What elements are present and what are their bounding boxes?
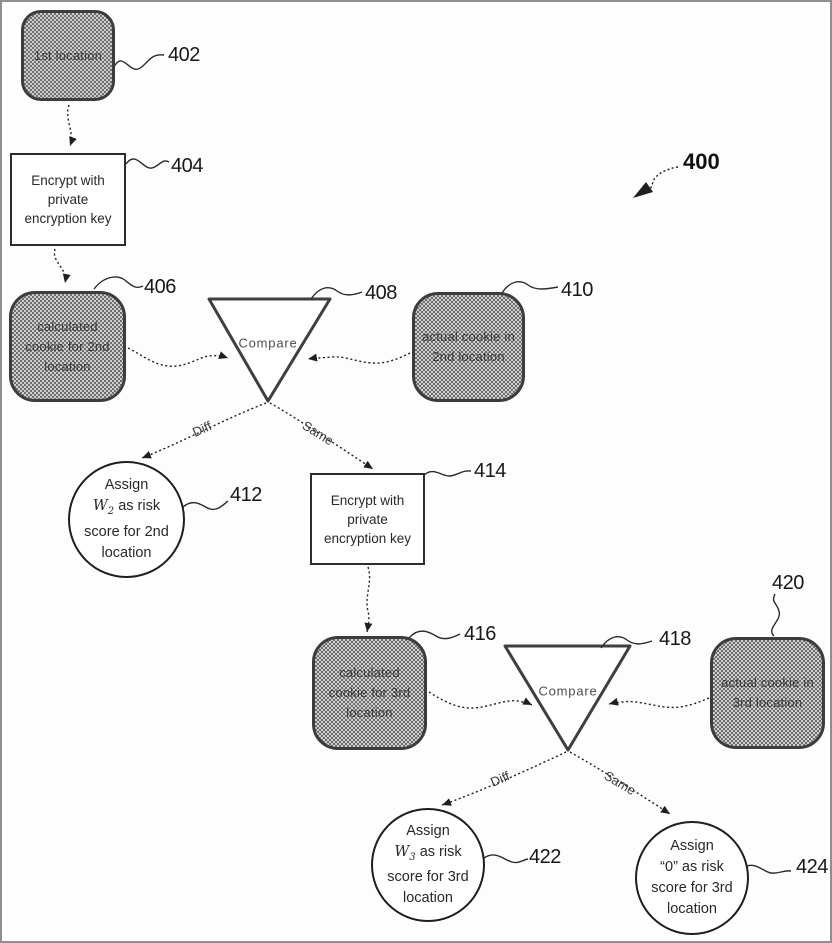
arrow-404-to-406 xyxy=(54,249,65,283)
arrow-416-to-418 xyxy=(429,692,532,708)
node-424-text: location xyxy=(667,901,717,917)
lead-line-404 xyxy=(126,159,169,168)
lead-line-402 xyxy=(114,55,164,70)
ref-label-402: 402 xyxy=(168,44,200,66)
edge-label-same-408: Same xyxy=(299,417,337,449)
node-424-assign-zero xyxy=(635,821,749,935)
node-414-text: encryption key xyxy=(323,530,412,546)
node-412-assign-w2 xyxy=(68,461,185,578)
ref-label-418: 418 xyxy=(659,628,691,650)
arrow-414-to-416 xyxy=(367,567,370,632)
lead-line-424 xyxy=(743,865,791,873)
arrow-410-to-408 xyxy=(308,353,410,363)
node-412-text: location xyxy=(101,544,152,561)
figure-number-arrowhead-icon xyxy=(633,182,653,198)
ref-label-404: 404 xyxy=(171,155,203,177)
node-406-text: location xyxy=(44,358,91,374)
node-404-encrypt xyxy=(10,153,126,246)
node-410-text: 2nd location xyxy=(432,349,505,364)
node-410-actual-cookie-2nd xyxy=(412,292,525,402)
node-412-text: score for 2nd xyxy=(84,523,169,540)
lead-line-408 xyxy=(311,288,362,299)
node-422-text-rest: as risk xyxy=(415,843,462,860)
node-420-text: 3rd location xyxy=(732,695,803,710)
ref-label-412: 412 xyxy=(230,484,262,506)
node-412-text xyxy=(93,496,160,522)
arrow-406-to-408 xyxy=(128,348,228,366)
ref-label-424: 424 xyxy=(796,856,828,878)
node-414-encrypt xyxy=(310,473,425,565)
ref-label-408: 408 xyxy=(365,282,397,304)
node-406-calculated-cookie-2nd xyxy=(9,291,126,402)
lead-line-416 xyxy=(408,631,460,639)
node-406-text: cookie for 2nd xyxy=(25,338,110,354)
lead-line-420 xyxy=(772,594,780,636)
ref-label-410: 410 xyxy=(561,279,593,301)
ref-label-422: 422 xyxy=(529,846,561,868)
edge-label-diff-408: Diff xyxy=(190,418,214,440)
node-404-text: Encrypt with xyxy=(31,173,105,188)
w-subscript: 2 xyxy=(107,505,115,517)
node-420-actual-cookie-3rd xyxy=(710,637,825,749)
node-420-text: actual cookie in xyxy=(721,675,814,690)
w-variable: W xyxy=(394,843,410,860)
node-406-text: calculated xyxy=(37,318,98,334)
node-422-assign-w3 xyxy=(371,808,485,922)
node-416-calculated-cookie-3rd xyxy=(312,636,427,750)
node-416-text: cookie for 3rd xyxy=(328,685,411,700)
edge-label-diff-418: Diff xyxy=(488,768,512,790)
node-404-text: private xyxy=(47,192,89,207)
node-402-first-location xyxy=(21,10,115,101)
ref-label-420: 420 xyxy=(772,572,804,594)
compare-label-408: Compare xyxy=(238,335,298,351)
node-412-text: Assign xyxy=(104,477,149,494)
edge-label-same-418: Same xyxy=(601,767,639,799)
w-subscript: 3 xyxy=(409,851,416,863)
node-412-text-rest: as risk xyxy=(114,498,161,515)
node-424-text: score for 3rd xyxy=(651,880,733,896)
node-404-text: encryption key xyxy=(24,211,112,226)
lead-line-410 xyxy=(502,282,558,293)
node-422-text: location xyxy=(403,890,453,907)
lead-line-412 xyxy=(183,501,228,509)
compare-label-418: Compare xyxy=(538,683,598,699)
node-422-text: score for 3rd xyxy=(387,869,469,886)
node-402-text: 1st location xyxy=(33,47,103,63)
ref-label-406: 406 xyxy=(144,276,176,298)
arrow-402-to-404 xyxy=(68,105,72,146)
node-422-text xyxy=(394,842,461,868)
lead-line-406 xyxy=(94,277,143,289)
node-416-text: location xyxy=(346,705,393,720)
lead-line-414 xyxy=(423,471,471,476)
ref-label-416: 416 xyxy=(464,623,496,645)
node-416-text: calculated xyxy=(339,665,400,680)
arrow-420-to-418 xyxy=(609,698,709,707)
node-414-text: private xyxy=(347,511,388,527)
figure-number: 400 xyxy=(683,149,720,174)
node-410-text: actual cookie in xyxy=(422,329,515,344)
ref-label-414: 414 xyxy=(474,460,506,482)
node-424-text: Assign xyxy=(670,838,714,854)
node-422-text: Assign xyxy=(406,822,450,839)
w-variable: W xyxy=(92,498,108,515)
node-414-text: Encrypt with xyxy=(330,492,405,508)
node-424-text: “0” as risk xyxy=(660,859,724,875)
lead-line-422 xyxy=(484,855,528,863)
